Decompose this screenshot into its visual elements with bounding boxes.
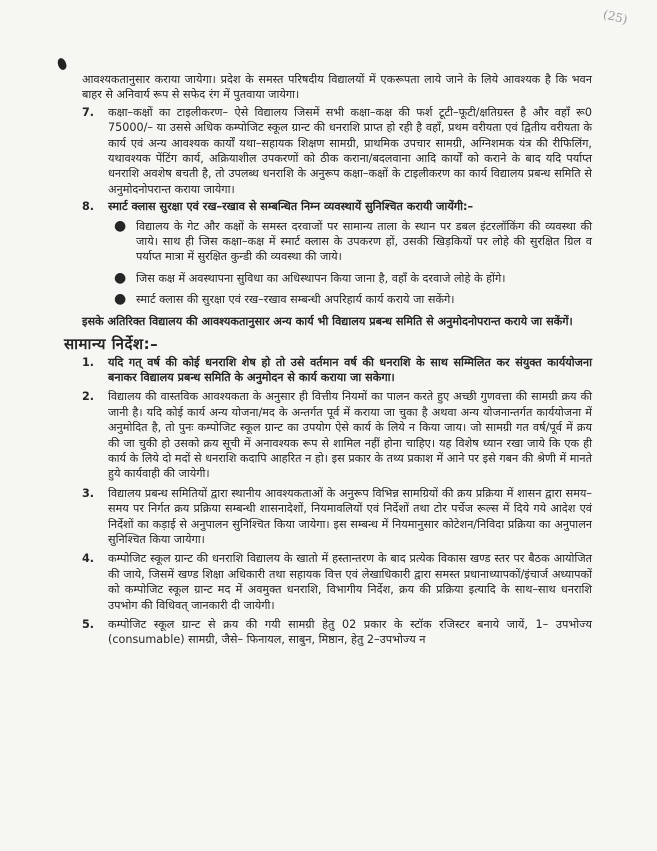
general-item-number: 1. [82,355,95,369]
general-item-number: 5. [82,618,95,631]
general-item-2 [82,389,592,481]
extra-paragraph: इसके अतिरिक्त विद्यालय की आवश्यकतानुसार अन्य कार्य भी विद्यालय प्रबन्ध समिति से अनुमोदनोपरान्त कराये जा सकेंगें। [82,314,573,328]
intro-paragraph: आवश्यकतानुसार कराया जायेगा। प्रदेश के समस्त परिषदीय विद्यालयों में एकरूपता लाये जाने के लिये आवश्यक है कि भवन बाहर से अनिवार्य रूप से सफेद रंग में पुतवाया जायेगा। [82,73,592,102]
item-8 [82,199,592,307]
general-item-text: कम्पोजिट स्कूल ग्रान्ट की धनराशि विद्यालय के खातो में हस्तान्तरण के बाद प्रत्येक विकास खण्ड स्तर पर बैठक आयोजित की जाये, जिसमें खण्ड शिक्षा अधिकारी तथा सहायक वित्त एवं लेखाधिकारी द्वारा समस्त प्रधानाध्यापकों/इंचार्ज अध्यापकों को कम्पोजिट स्कूल ग्रान्ट मद में अवमुक्त धनराशि, विभागीय निर्देश, क्रय की प्रक्रिया इत्यादि के साथ–साथ धनराशि उपभोग की विधिवत् जानकारी दी जायेगी। [108,552,592,612]
general-item-4 [82,551,592,613]
item-7 [82,105,592,197]
bullet-text: जिस कक्ष में अवस्थापना सुविधा का अधिस्थापन किया जाना है, वहाँ के दरवाजे लोहे के होंगे। [136,271,506,285]
item-8-number: 8. [82,200,95,214]
bullet-item [108,271,592,286]
general-item-text: विद्यालय की वास्तविक आवश्यकता के अनुसार ही वित्तीय नियमों का पालन करते हुए अच्छी गुणवत्ता की सामग्री क्रय की जानी है। यदि कोई कार्य अन्य योजना/मद के अन्तर्गत पूर्व में कराया जा चुका है अथवा अन्य योजनान्तर्गत कार्ययोजना में अनुमोदित है, तो पुनः कम्पोजिट स्कूल ग्रान्ट का उपयोग ऐसे कार्य के लिये न किया जाय। जो सामग्री गत वर्ष/पूर्व में क्रय की जा चुकी हो उसको क्रय सूची में अनावश्यक रूप से शामिल नहीं होना चाहिए। यह विशेष ध्यान रखा जाये कि एक ही कार्य के लिये दो मदों से धनराशि कदापि आहरित न हो। इस प्रकार के तथ्य प्रकाश में आने पर इसे गबन की श्रेणी में मानते हुये कार्यवाही की जायेगी। [108,390,592,481]
item-7-number: 7. [82,105,95,119]
general-item-number: 4. [82,552,95,566]
bullet-item [108,219,592,265]
bullet-item [108,292,592,307]
page-number-mark: (25) [601,7,629,27]
bullet-icon: ● [114,291,127,308]
general-item-text: यदि गत् वर्ष की कोई धनराशि शेष हो तो उसे वर्तमान वर्ष की धनराशि के साथ सम्मिलित कर संयुक्त कार्ययोजना बनाकर विद्यालय प्रबन्ध समिति के अनुमोदन से कार्य कराया जा सकेगा। [108,355,592,384]
bullet-icon: ● [114,269,127,286]
general-item-5 [82,617,592,648]
general-item-3 [82,486,592,548]
bullet-text: स्मार्ट क्लास की सुरक्षा एवं रख–रखाव सम्बन्धी अपरिहार्य कार्य कराये जा सकेंगे। [136,293,455,307]
general-item-text: कम्पोजिट स्कूल ग्रान्ट से क्रय की गयी सामग्री हेतु 02 प्रकार के स्टॉक रजिस्टर बनाये जायें, 1– उपभोज्य (consumable) सामग्री, जैसे– फिनायल, साबुन, मिष्ठान, हेतु 2–उपभोज्य न [108,618,592,647]
ink-dot [56,57,68,71]
bullet-icon: ● [114,217,127,234]
general-item-1 [82,355,592,386]
bullet-text: विद्यालय के गेट और कक्षों के समस्त दरवाजों पर सामान्य ताला के स्थान पर डबल इंटरलॉकिंग की व्यवस्था की जाये। साथ ही जिस कक्षा–कक्ष में स्मार्ट क्लास के उपकरण हों, उसकी खिड़कियों पर लोहे की सुरक्षित ग्रिल व पर्याप्त मात्रा में सुरक्षित कुन्डी की व्यवस्था की जाये। [136,219,592,264]
item-8-title: स्मार्ट क्लास सुरक्षा एवं रख–रखाव से सम्बन्धित निम्न व्यवस्थायें सुनिश्चित करायी जायेंगी:– [108,200,474,214]
item-7-text: कक्षा–कक्षों का टाइलीकरण– ऐसे विद्यालय जिसमें सभी कक्षा–कक्ष की फर्श टूटी–फूटी/क्षतिग्रस्त है और वहाँ रू0 75000/– या उससे अधिक कम्पोजिट स्कूल ग्रान्ट की धनराशि प्राप्त हो रही है वहाँ, प्रथम वरीयता एवं द्वितीय वरीयता के कार्य एवं अन्य आवश्यक कार्यों यथा–सहायक शिक्षण सामग्री, प्राथमिक उपचार सामग्री, अग्निशमक यंत्र की रीफिलिंग, यथावश्यक पेंटिंग कार्य, अक्रियाशील उपकरणों को ठीक कराना/बदलवाना आदि कार्यों को कराने के बाद यदि पर्याप्त धनराशि अवशेष बचती है, तो उपलब्ध धनराशि के अनुरूप कक्षा–कक्षों के टाइलीकरण का कार्य विद्यालय प्रबन्ध समिति से अनुमोदनोपरान्त कराया जायेगा। [108,105,592,196]
general-item-text: विद्यालय प्रबन्ध समितियों द्वारा स्थानीय आवश्यकताओं के अनुरूप विभिन्न सामग्रियों की क्रय प्रक्रिया में शासन द्वारा समय–समय पर निर्गत क्रय प्रक्रिया सम्बन्धी शासनादेशों, नियमावलियों एवं निर्देशों तथा टोर पर्चेज रूल्स में दिये गये आदेश एवं निर्देशों का कड़ाई से अनुपालन सुनिश्चित किया जायेगा। इस सम्बन्ध में नियमानुसार कोटेशन/निविदा प्रक्रिया का अनुपालन सुनिश्चित किया जायेगा। [108,486,592,546]
general-instructions-list [82,355,592,648]
item-8-bullets [108,219,592,308]
document-body [64,72,592,652]
general-item-number: 3. [82,486,95,500]
general-item-number: 2. [82,390,95,404]
general-instructions-heading: सामान्य निर्देश:– [64,335,159,354]
